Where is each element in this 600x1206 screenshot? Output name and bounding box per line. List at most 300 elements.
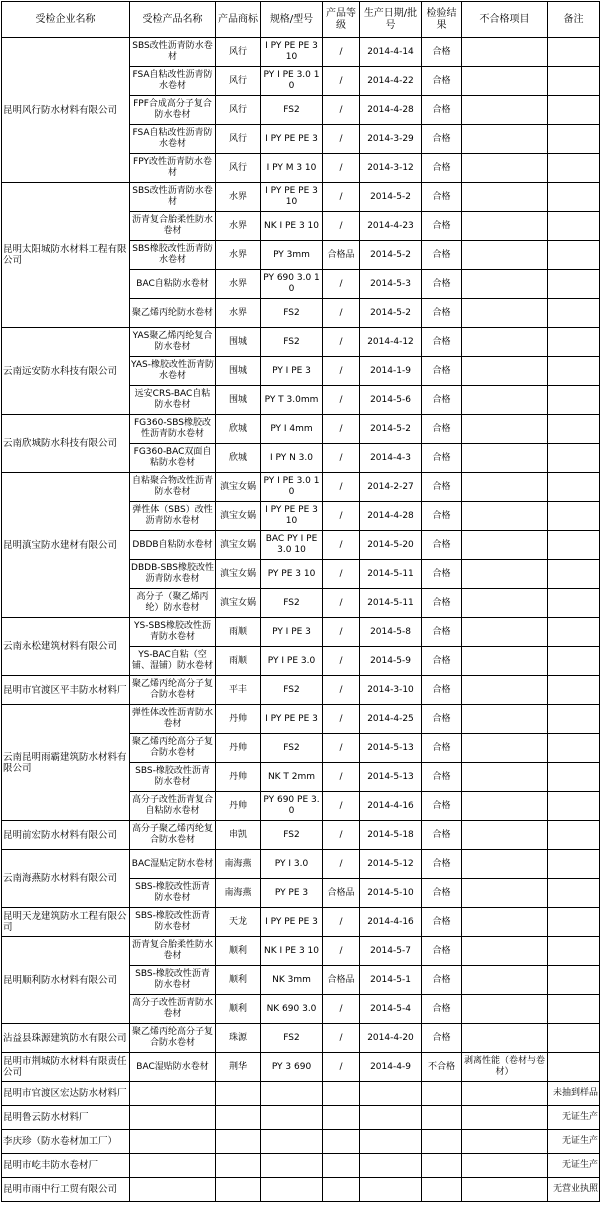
product-name-cell: SBS改性沥青防水卷材 bbox=[130, 183, 216, 212]
production-date-cell: 2014-2-27 bbox=[360, 473, 422, 502]
note-cell bbox=[548, 96, 600, 125]
spec-cell: PY I PE 3.0 10 bbox=[261, 473, 323, 502]
production-date-cell: 2014-4-14 bbox=[360, 38, 422, 67]
table-row bbox=[2, 705, 600, 734]
inspection-result-cell: 合格 bbox=[422, 734, 462, 763]
brand-cell: 水界 bbox=[216, 183, 261, 212]
product-name-cell: SBS-橡胶改性沥青防水卷材 bbox=[130, 879, 216, 908]
grade-cell: / bbox=[323, 415, 360, 444]
spec-cell: PY I 4mm bbox=[261, 415, 323, 444]
product-name-cell: FG360-SBS橡胶改性沥青防水卷材 bbox=[130, 415, 216, 444]
inspection-result-cell bbox=[422, 1154, 462, 1178]
note-cell bbox=[548, 705, 600, 734]
production-date-cell: 2014-3-12 bbox=[360, 154, 422, 183]
note-cell bbox=[548, 38, 600, 67]
inspection-result-cell: 合格 bbox=[422, 618, 462, 647]
spec-cell: I PY PE PE 3 10 bbox=[261, 38, 323, 67]
inspection-result-cell: 合格 bbox=[422, 821, 462, 850]
note-cell bbox=[548, 502, 600, 531]
product-name-cell: DBDB-SBS橡胶改性沥青防水卷材 bbox=[130, 560, 216, 589]
inspection-result-cell: 合格 bbox=[422, 415, 462, 444]
production-date-cell: 2014-5-4 bbox=[360, 995, 422, 1024]
production-date-cell: 2014-5-2 bbox=[360, 241, 422, 270]
inspection-result-cell: 合格 bbox=[422, 299, 462, 328]
spec-cell: I PY PE PE 3 bbox=[261, 908, 323, 937]
spec-cell bbox=[261, 1130, 323, 1154]
product-name-cell: BAC自粘防水卷材 bbox=[130, 270, 216, 299]
fail-items-cell bbox=[462, 676, 548, 705]
inspection-result-cell bbox=[422, 1130, 462, 1154]
inspection-result-cell: 合格 bbox=[422, 502, 462, 531]
product-name-cell: 远安CRS-BAC自粘防水卷材 bbox=[130, 386, 216, 415]
production-date-cell bbox=[360, 1082, 422, 1106]
table-row bbox=[2, 908, 600, 937]
fail-items-cell bbox=[462, 241, 548, 270]
spec-cell: FS2 bbox=[261, 1024, 323, 1053]
spec-cell: FS2 bbox=[261, 821, 323, 850]
spec-cell: PY PE 3 10 bbox=[261, 560, 323, 589]
production-date-cell: 2014-5-18 bbox=[360, 821, 422, 850]
fail-items-cell bbox=[462, 879, 548, 908]
brand-cell: 滇宝女娲 bbox=[216, 473, 261, 502]
brand-cell: 顺利 bbox=[216, 966, 261, 995]
fail-items-cell bbox=[462, 212, 548, 241]
table-row bbox=[2, 618, 600, 647]
grade-cell: / bbox=[323, 734, 360, 763]
table-row bbox=[2, 850, 600, 879]
production-date-cell: 2014-4-16 bbox=[360, 792, 422, 821]
table-row bbox=[2, 38, 600, 67]
note-cell bbox=[548, 618, 600, 647]
inspection-result-cell: 合格 bbox=[422, 328, 462, 357]
product-name-cell: 弹性体改性沥青防水卷材 bbox=[130, 705, 216, 734]
inspection-result-cell: 合格 bbox=[422, 1024, 462, 1053]
fail-items-cell bbox=[462, 763, 548, 792]
company-name: 昆明市雨中行工贸有限公司 bbox=[2, 1178, 130, 1202]
fail-items-cell bbox=[462, 96, 548, 125]
production-date-cell: 2014-5-11 bbox=[360, 560, 422, 589]
product-name-cell: 高分子改性沥青复合自粘防水卷材 bbox=[130, 792, 216, 821]
fail-items-cell bbox=[462, 38, 548, 67]
grade-cell: / bbox=[323, 908, 360, 937]
product-name-cell: 沥青复合胎柔性防水卷材 bbox=[130, 937, 216, 966]
fail-items-cell bbox=[462, 908, 548, 937]
note-cell: 无证生产 bbox=[548, 1106, 600, 1130]
fail-items-cell bbox=[462, 589, 548, 618]
brand-cell: 顺利 bbox=[216, 937, 261, 966]
brand-cell: 雨顺 bbox=[216, 618, 261, 647]
grade-cell: / bbox=[323, 792, 360, 821]
fail-items-cell bbox=[462, 850, 548, 879]
spec-cell: I PY M 3 10 bbox=[261, 154, 323, 183]
note-cell bbox=[548, 676, 600, 705]
inspection-result-cell: 合格 bbox=[422, 763, 462, 792]
brand-cell: 荆华 bbox=[216, 1053, 261, 1082]
product-name-cell: SBS-橡胶改性沥青防水卷材 bbox=[130, 763, 216, 792]
note-cell: 未抽到样品 bbox=[548, 1082, 600, 1106]
inspection-result-cell: 合格 bbox=[422, 270, 462, 299]
production-date-cell: 2014-4-20 bbox=[360, 1024, 422, 1053]
spec-cell: PY 3 690 bbox=[261, 1053, 323, 1082]
grade-cell: / bbox=[323, 125, 360, 154]
inspection-result-cell: 合格 bbox=[422, 38, 462, 67]
production-date-cell: 2014-5-3 bbox=[360, 270, 422, 299]
grade-cell bbox=[323, 1178, 360, 1202]
product-name-cell: 聚乙烯丙纶高分子复合防水卷材 bbox=[130, 676, 216, 705]
table-row bbox=[2, 1130, 600, 1154]
note-cell bbox=[548, 473, 600, 502]
brand-cell bbox=[216, 1106, 261, 1130]
inspection-result-cell: 合格 bbox=[422, 67, 462, 96]
spec-cell: I PY PE PE 3 bbox=[261, 125, 323, 154]
brand-cell: 欣城 bbox=[216, 415, 261, 444]
grade-cell: / bbox=[323, 473, 360, 502]
spec-cell: PY 690 PE 3.0 bbox=[261, 792, 323, 821]
fail-items-cell bbox=[462, 299, 548, 328]
table-row bbox=[2, 821, 600, 850]
inspection-table bbox=[1, 1, 600, 1202]
production-date-cell: 2014-4-9 bbox=[360, 1053, 422, 1082]
production-date-cell: 2014-5-20 bbox=[360, 531, 422, 560]
grade-cell bbox=[323, 1154, 360, 1178]
product-name-cell: BAC湿贴定防水卷材 bbox=[130, 850, 216, 879]
spec-cell: FS2 bbox=[261, 299, 323, 328]
company-name: 昆明太阳城防水材料工程有限公司 bbox=[2, 183, 130, 328]
inspection-result-cell bbox=[422, 1082, 462, 1106]
brand-cell: 雨顺 bbox=[216, 647, 261, 676]
grade-cell bbox=[323, 1082, 360, 1106]
header-brand: 产品商标 bbox=[216, 2, 261, 38]
inspection-result-cell: 合格 bbox=[422, 183, 462, 212]
fail-items-cell bbox=[462, 67, 548, 96]
company-name: 云南昆明雨霸建筑防水材料有限公司 bbox=[2, 705, 130, 821]
inspection-result-cell: 合格 bbox=[422, 241, 462, 270]
company-name: 云南远安防水科技有限公司 bbox=[2, 328, 130, 415]
spec-cell bbox=[261, 1106, 323, 1130]
grade-cell: / bbox=[323, 763, 360, 792]
fail-items-cell bbox=[462, 502, 548, 531]
header-note: 备注 bbox=[548, 2, 600, 38]
table-row bbox=[2, 473, 600, 502]
product-name-cell: YS-SBS橡胶改性沥青防水卷材 bbox=[130, 618, 216, 647]
brand-cell: 围城 bbox=[216, 357, 261, 386]
note-cell bbox=[548, 1024, 600, 1053]
production-date-cell: 2014-5-1 bbox=[360, 966, 422, 995]
inspection-result-cell bbox=[422, 1106, 462, 1130]
brand-cell: 南海燕 bbox=[216, 850, 261, 879]
table-row bbox=[2, 415, 600, 444]
table-row bbox=[2, 1154, 600, 1178]
note-cell: 无证生产 bbox=[548, 1154, 600, 1178]
product-name-cell: SBS-橡胶改性沥青防水卷材 bbox=[130, 966, 216, 995]
product-name-cell: FPY改性沥青防水卷材 bbox=[130, 154, 216, 183]
fail-items-cell bbox=[462, 1130, 548, 1154]
spec-cell: NK I PE 3 10 bbox=[261, 212, 323, 241]
inspection-result-cell: 合格 bbox=[422, 879, 462, 908]
production-date-cell: 2014-5-9 bbox=[360, 647, 422, 676]
note-cell bbox=[548, 386, 600, 415]
table-row bbox=[2, 1053, 600, 1082]
grade-cell: / bbox=[323, 1024, 360, 1053]
table-row bbox=[2, 183, 600, 212]
brand-cell: 围城 bbox=[216, 386, 261, 415]
inspection-result-cell: 合格 bbox=[422, 995, 462, 1024]
fail-items-cell bbox=[462, 531, 548, 560]
spec-cell: I PY PE PE 3 10 bbox=[261, 502, 323, 531]
company-name: 昆明市官渡区平丰防水材料厂 bbox=[2, 676, 130, 705]
note-cell bbox=[548, 357, 600, 386]
fail-items-cell bbox=[462, 937, 548, 966]
fail-items-cell bbox=[462, 386, 548, 415]
brand-cell: 水界 bbox=[216, 299, 261, 328]
brand-cell: 水界 bbox=[216, 241, 261, 270]
brand-cell bbox=[216, 1154, 261, 1178]
grade-cell: / bbox=[323, 154, 360, 183]
header-row bbox=[2, 2, 600, 38]
inspection-result-cell: 合格 bbox=[422, 154, 462, 183]
production-date-cell: 2014-4-28 bbox=[360, 96, 422, 125]
company-name: 李庆珍（防水卷材加工厂） bbox=[2, 1130, 130, 1154]
grade-cell: / bbox=[323, 560, 360, 589]
note-cell bbox=[548, 908, 600, 937]
table-row bbox=[2, 1106, 600, 1130]
inspection-result-cell: 合格 bbox=[422, 357, 462, 386]
fail-items-cell bbox=[462, 473, 548, 502]
grade-cell: 合格品 bbox=[323, 241, 360, 270]
inspection-result-cell bbox=[422, 1178, 462, 1202]
fail-items-cell bbox=[462, 792, 548, 821]
brand-cell: 风行 bbox=[216, 96, 261, 125]
company-name: 昆明前宏防水材料有限公司 bbox=[2, 821, 130, 850]
spec-cell: PY T 3.0mm bbox=[261, 386, 323, 415]
grade-cell: / bbox=[323, 705, 360, 734]
spec-cell: PY PE 3 bbox=[261, 879, 323, 908]
production-date-cell: 2014-4-16 bbox=[360, 908, 422, 937]
brand-cell: 丹帅 bbox=[216, 792, 261, 821]
production-date-cell: 2014-4-23 bbox=[360, 212, 422, 241]
header-spec: 规格/型号 bbox=[261, 2, 323, 38]
fail-items-cell bbox=[462, 995, 548, 1024]
spec-cell: I PY N 3.0 bbox=[261, 444, 323, 473]
company-name: 昆明市屹丰防水卷材厂 bbox=[2, 1154, 130, 1178]
brand-cell: 丹帅 bbox=[216, 763, 261, 792]
note-cell bbox=[548, 850, 600, 879]
note-cell bbox=[548, 879, 600, 908]
company-name: 昆明鲁云防水材料厂 bbox=[2, 1106, 130, 1130]
fail-items-cell bbox=[462, 1082, 548, 1106]
note-cell bbox=[548, 125, 600, 154]
production-date-cell: 2014-3-29 bbox=[360, 125, 422, 154]
fail-items-cell bbox=[462, 618, 548, 647]
company-name: 沾益县珠源建筑防水有限公司 bbox=[2, 1024, 130, 1053]
inspection-result-cell: 合格 bbox=[422, 125, 462, 154]
spec-cell: BAC PY I PE 3.0 10 bbox=[261, 531, 323, 560]
spec-cell bbox=[261, 1154, 323, 1178]
brand-cell bbox=[216, 1130, 261, 1154]
grade-cell: / bbox=[323, 531, 360, 560]
inspection-result-cell: 合格 bbox=[422, 560, 462, 589]
fail-items-cell bbox=[462, 415, 548, 444]
product-name-cell: YAS-橡胶改性沥青防水卷材 bbox=[130, 357, 216, 386]
header-fail-items: 不合格项目 bbox=[462, 2, 548, 38]
spec-cell: FS2 bbox=[261, 734, 323, 763]
brand-cell: 串凯 bbox=[216, 821, 261, 850]
production-date-cell: 2014-5-11 bbox=[360, 589, 422, 618]
table-row bbox=[2, 937, 600, 966]
inspection-result-cell: 合格 bbox=[422, 531, 462, 560]
inspection-result-cell: 合格 bbox=[422, 792, 462, 821]
product-name-cell: SBS橡胶改性沥青防水卷材 bbox=[130, 241, 216, 270]
note-cell bbox=[548, 270, 600, 299]
product-name-cell: 高分子改性沥青防水卷材 bbox=[130, 995, 216, 1024]
brand-cell: 风行 bbox=[216, 67, 261, 96]
spec-cell: NK 690 3.0 bbox=[261, 995, 323, 1024]
spec-cell: NK I PE 3 10 bbox=[261, 937, 323, 966]
brand-cell: 滇宝女娲 bbox=[216, 560, 261, 589]
production-date-cell: 2014-3-10 bbox=[360, 676, 422, 705]
product-name-cell: 高分子（聚乙烯丙纶）防水卷材 bbox=[130, 589, 216, 618]
inspection-result-cell: 合格 bbox=[422, 647, 462, 676]
grade-cell: / bbox=[323, 444, 360, 473]
production-date-cell bbox=[360, 1106, 422, 1130]
grade-cell: / bbox=[323, 328, 360, 357]
note-cell bbox=[548, 966, 600, 995]
production-date-cell: 2014-5-12 bbox=[360, 850, 422, 879]
brand-cell: 顺利 bbox=[216, 995, 261, 1024]
brand-cell: 滇宝女娲 bbox=[216, 502, 261, 531]
spec-cell: FS2 bbox=[261, 676, 323, 705]
brand-cell bbox=[216, 1082, 261, 1106]
product-name-cell: 弹性体（SBS）改性沥青防水卷材 bbox=[130, 502, 216, 531]
company-name: 昆明风行防水材料有限公司 bbox=[2, 38, 130, 183]
spec-cell: NK 3mm bbox=[261, 966, 323, 995]
brand-cell: 风行 bbox=[216, 154, 261, 183]
inspection-result-cell: 合格 bbox=[422, 212, 462, 241]
spec-cell: PY I PE 3 bbox=[261, 618, 323, 647]
fail-items-cell bbox=[462, 821, 548, 850]
note-cell bbox=[548, 937, 600, 966]
company-name: 云南欣城防水科技有限公司 bbox=[2, 415, 130, 473]
header-grade: 产品等级 bbox=[323, 2, 360, 38]
production-date-cell: 2014-5-13 bbox=[360, 734, 422, 763]
brand-cell bbox=[216, 1178, 261, 1202]
spec-cell: I PY PE PE 3 10 bbox=[261, 183, 323, 212]
grade-cell bbox=[323, 1106, 360, 1130]
product-name-cell: FSA自粘改性沥青防水卷材 bbox=[130, 125, 216, 154]
product-name-cell: 聚乙烯丙纶高分子复合防水卷材 bbox=[130, 1024, 216, 1053]
note-cell bbox=[548, 415, 600, 444]
header-date: 生产日期/批号 bbox=[360, 2, 422, 38]
grade-cell: / bbox=[323, 299, 360, 328]
note-cell bbox=[548, 995, 600, 1024]
brand-cell: 水界 bbox=[216, 212, 261, 241]
table-row bbox=[2, 676, 600, 705]
note-cell bbox=[548, 212, 600, 241]
grade-cell: / bbox=[323, 386, 360, 415]
product-name-cell: SBS-橡胶改性沥青防水卷材 bbox=[130, 908, 216, 937]
fail-items-cell bbox=[462, 1024, 548, 1053]
brand-cell: 丹帅 bbox=[216, 734, 261, 763]
product-name-cell bbox=[130, 1154, 216, 1178]
production-date-cell: 2014-4-22 bbox=[360, 67, 422, 96]
fail-items-cell bbox=[462, 444, 548, 473]
grade-cell: / bbox=[323, 589, 360, 618]
inspection-result-cell: 合格 bbox=[422, 444, 462, 473]
table-row bbox=[2, 1024, 600, 1053]
brand-cell: 围城 bbox=[216, 328, 261, 357]
production-date-cell bbox=[360, 1178, 422, 1202]
note-cell bbox=[548, 792, 600, 821]
note-cell bbox=[548, 299, 600, 328]
production-date-cell: 2014-1-9 bbox=[360, 357, 422, 386]
company-name: 昆明市荆城防水材料有限责任公司 bbox=[2, 1053, 130, 1082]
grade-cell: / bbox=[323, 67, 360, 96]
inspection-result-cell: 合格 bbox=[422, 966, 462, 995]
grade-cell: / bbox=[323, 821, 360, 850]
grade-cell: / bbox=[323, 850, 360, 879]
note-cell bbox=[548, 241, 600, 270]
note-cell bbox=[548, 531, 600, 560]
note-cell bbox=[548, 1053, 600, 1082]
spec-cell bbox=[261, 1082, 323, 1106]
product-name-cell: DBDB自粘防水卷材 bbox=[130, 531, 216, 560]
production-date-cell: 2014-5-6 bbox=[360, 386, 422, 415]
product-name-cell: 聚乙烯丙纶防水卷材 bbox=[130, 299, 216, 328]
company-name: 昆明市官渡区宏达防水材料厂 bbox=[2, 1082, 130, 1106]
spec-cell: PY I PE 3.0 bbox=[261, 647, 323, 676]
note-cell bbox=[548, 67, 600, 96]
spec-cell: PY I 3.0 bbox=[261, 850, 323, 879]
note-cell bbox=[548, 444, 600, 473]
fail-items-cell bbox=[462, 734, 548, 763]
production-date-cell bbox=[360, 1154, 422, 1178]
inspection-result-cell: 合格 bbox=[422, 676, 462, 705]
spec-cell: PY 690 3.0 10 bbox=[261, 270, 323, 299]
brand-cell: 丹帅 bbox=[216, 705, 261, 734]
header-result: 检验结果 bbox=[422, 2, 462, 38]
table-row bbox=[2, 328, 600, 357]
brand-cell: 滇宝女娲 bbox=[216, 531, 261, 560]
inspection-result-cell: 合格 bbox=[422, 96, 462, 125]
grade-cell: 合格品 bbox=[323, 966, 360, 995]
fail-items-cell bbox=[462, 357, 548, 386]
fail-items-cell bbox=[462, 1106, 548, 1130]
product-name-cell bbox=[130, 1106, 216, 1130]
spec-cell: NK T 2mm bbox=[261, 763, 323, 792]
grade-cell: / bbox=[323, 183, 360, 212]
grade-cell: / bbox=[323, 357, 360, 386]
table-row bbox=[2, 1178, 600, 1202]
grade-cell: / bbox=[323, 676, 360, 705]
company-name: 昆明滇宝防水建材有限公司 bbox=[2, 473, 130, 618]
note-cell bbox=[548, 328, 600, 357]
spec-cell: I PY PE PE 3 bbox=[261, 705, 323, 734]
inspection-result-cell: 合格 bbox=[422, 937, 462, 966]
production-date-cell: 2014-4-28 bbox=[360, 502, 422, 531]
brand-cell: 珠源 bbox=[216, 1024, 261, 1053]
fail-items-cell: 剥离性能（卷材与卷材） bbox=[462, 1053, 548, 1082]
grade-cell: / bbox=[323, 618, 360, 647]
grade-cell: / bbox=[323, 647, 360, 676]
brand-cell: 风行 bbox=[216, 125, 261, 154]
product-name-cell: YS-BAC自粘（空铺、湿铺）防水卷材 bbox=[130, 647, 216, 676]
note-cell: 无营业执照 bbox=[548, 1178, 600, 1202]
product-name-cell: 沥青复合胎柔性防水卷材 bbox=[130, 212, 216, 241]
table-row bbox=[2, 1082, 600, 1106]
production-date-cell: 2014-5-7 bbox=[360, 937, 422, 966]
fail-items-cell bbox=[462, 560, 548, 589]
spec-cell: PY I PE 3 bbox=[261, 357, 323, 386]
